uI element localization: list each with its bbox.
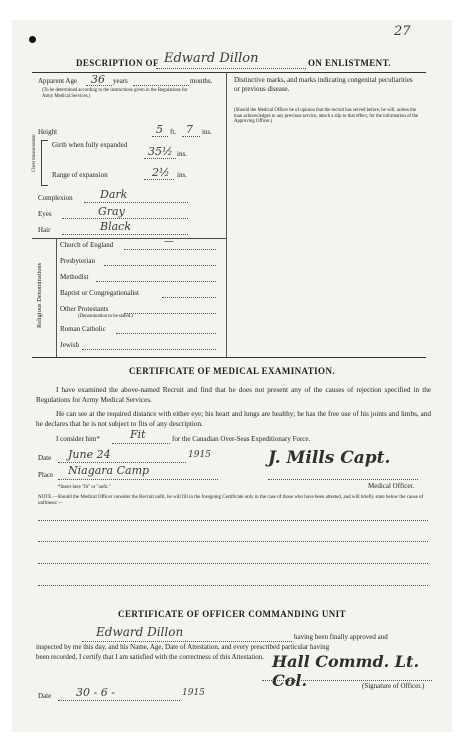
distinctive-heading: Distinctive marks, and marks indicating congenital peculiarities or previous disease.	[234, 76, 413, 93]
insert-note: *Insert here "fit" or "unfit."	[58, 485, 111, 490]
height-label: Height	[38, 128, 58, 136]
officer-certificate-title: CERTIFICATE OF OFFICER COMMANDING UNIT	[118, 609, 346, 619]
medical-certificate-title: CERTIFICATE OF MEDICAL EXAMINATION.	[128, 366, 336, 376]
girth-value: 35½	[148, 145, 173, 158]
consider-line	[112, 443, 170, 444]
punch-hole	[29, 36, 36, 43]
height-in-line	[182, 136, 200, 137]
name-line	[156, 68, 306, 69]
column-divider	[226, 72, 227, 357]
eyes-label: Eyes	[38, 210, 52, 218]
girth-label: Girth when fully expanded	[52, 141, 128, 149]
medical-officer-signature: J. Mills Capt.	[268, 448, 391, 468]
attestation-page	[12, 20, 452, 732]
range-unit: ins.	[177, 171, 187, 179]
officer-having-been: having been finally approved and	[294, 633, 388, 641]
religion-line	[124, 249, 216, 250]
officer-recruit-name: Edward Dillon	[96, 625, 184, 639]
years-label: years	[113, 77, 128, 85]
months-line	[133, 85, 189, 86]
unfitness-line	[38, 520, 428, 521]
range-value: 2½	[152, 166, 170, 179]
unfitness-line	[38, 541, 428, 542]
religion-item: Methodist	[60, 273, 89, 281]
officer-name-line	[82, 641, 292, 642]
medical-para-1: I have examined the above-named Recruit and find that he does not present any of the causes of rejection specified in the Regulations for Army Medical Services.	[36, 386, 431, 404]
girth-unit: ins.	[177, 150, 187, 158]
medical-note: NOTE.—Should the Medical Officer consider the Recruit unfit, he will fill in the foregoing Certificate only in the case of those who have been attested, and will briefly state below the cause of unfitness:—	[38, 495, 424, 506]
complexion-line	[84, 202, 188, 203]
religion-item: Baptist or Congregationalist	[60, 289, 139, 297]
religion-line	[162, 297, 216, 298]
medical-date-line	[58, 462, 186, 463]
description-title-left: DESCRIPTION OF	[76, 58, 159, 68]
medical-place-value: Niagara Camp	[68, 464, 150, 477]
unfitness-line	[38, 585, 428, 586]
apparent-age-label: Apparent Age	[38, 77, 78, 85]
table-bottom-rule	[32, 357, 426, 358]
eyes-value: Gray	[98, 205, 125, 218]
hair-line	[62, 234, 188, 235]
medical-place-line	[58, 479, 218, 480]
unfitness-line	[38, 563, 428, 564]
height-ft-line	[152, 136, 168, 137]
religion-top-rule	[32, 238, 226, 239]
officer-line-3: been recorded, I certify that I am satisfied with the correctness of this Attestation.	[36, 653, 265, 661]
age-note: (To be determined according to the instructions given in the Regulations for Army Medical Services.)	[42, 88, 188, 99]
religion-item: Other Protestants	[60, 305, 109, 313]
age-years: 36	[91, 73, 105, 86]
religion-line	[124, 313, 216, 314]
chest-label: Chest measurement	[32, 134, 37, 172]
medical-date-label: Date	[38, 454, 52, 462]
complexion-value: Dark	[100, 188, 128, 201]
officer-signature-line	[262, 680, 432, 681]
chest-brace	[41, 140, 48, 186]
range-label: Range of expansion	[52, 171, 108, 179]
height-ft: 5	[156, 123, 163, 136]
religion-divider	[56, 238, 57, 357]
church-of-england-mark: —	[164, 236, 174, 247]
consider-prefix: I consider him*	[56, 435, 100, 443]
distinctive-note: (Should the Medical Officer be of opinion that the recruit has served before, he will, unless the man acknowledges to any previous service, attach a slip to that effect, for the information of the Approving Officer.)	[234, 108, 418, 125]
religion-line	[116, 333, 216, 334]
officer-date-line	[58, 700, 180, 701]
range-line	[144, 179, 174, 180]
hair-value: Black	[100, 220, 131, 233]
officer-signature: Hall Commd. Lt. Col.	[272, 652, 420, 690]
religion-item: Church of England	[60, 241, 114, 249]
officer-signature-label: (Signature of Officer.)	[362, 682, 425, 690]
girth-line	[144, 158, 176, 159]
months-label: months.	[190, 77, 213, 85]
medical-date-value: June 24	[68, 448, 111, 461]
officer-date-value: 30 - 6 -	[76, 686, 115, 699]
officer-date-label: Date	[38, 692, 52, 700]
recruit-name: Edward Dillon	[164, 51, 259, 66]
hair-label: Hair	[38, 226, 51, 234]
description-title-right: ON ENLISTMENT.	[308, 58, 391, 68]
consider-value: Fit	[130, 428, 146, 441]
religion-line	[82, 349, 216, 350]
ft-label: ft.	[170, 128, 177, 136]
denomination-note: (Denomination to be stated.)	[78, 314, 133, 319]
height-ins: 7	[186, 123, 193, 136]
religion-item: Jewish	[60, 341, 80, 349]
medical-date-year: 1915	[188, 450, 211, 460]
medical-signature-line	[268, 479, 418, 480]
eyes-line	[62, 218, 188, 219]
religion-line	[96, 281, 216, 282]
ins-label: ins.	[202, 128, 212, 136]
medical-para-2: He can see at the required distance with either eye; his heart and lungs are healthy; he has the free use of his joints and limbs, and he declares that he is not subject to fits of any description.	[36, 410, 431, 428]
religion-item: Roman Catholic	[60, 325, 106, 333]
religion-side-label: Religious Denominations	[36, 262, 43, 328]
complexion-label: Complexion	[38, 194, 73, 202]
officer-line-2: inspected by me this day, and his Name, Age, Date of Attestation, and every prescribed particular having	[36, 643, 330, 651]
page-number: 27	[394, 24, 411, 39]
religion-item: Presbyterian	[60, 257, 95, 265]
medical-place-label: Place	[38, 471, 54, 479]
officer-date-year: 1915	[182, 688, 205, 698]
religion-line	[104, 265, 216, 266]
medical-officer-label: Medical Officer.	[368, 482, 415, 490]
consider-suffix: for the Canadian Over-Seas Expeditionary Force.	[172, 435, 311, 443]
